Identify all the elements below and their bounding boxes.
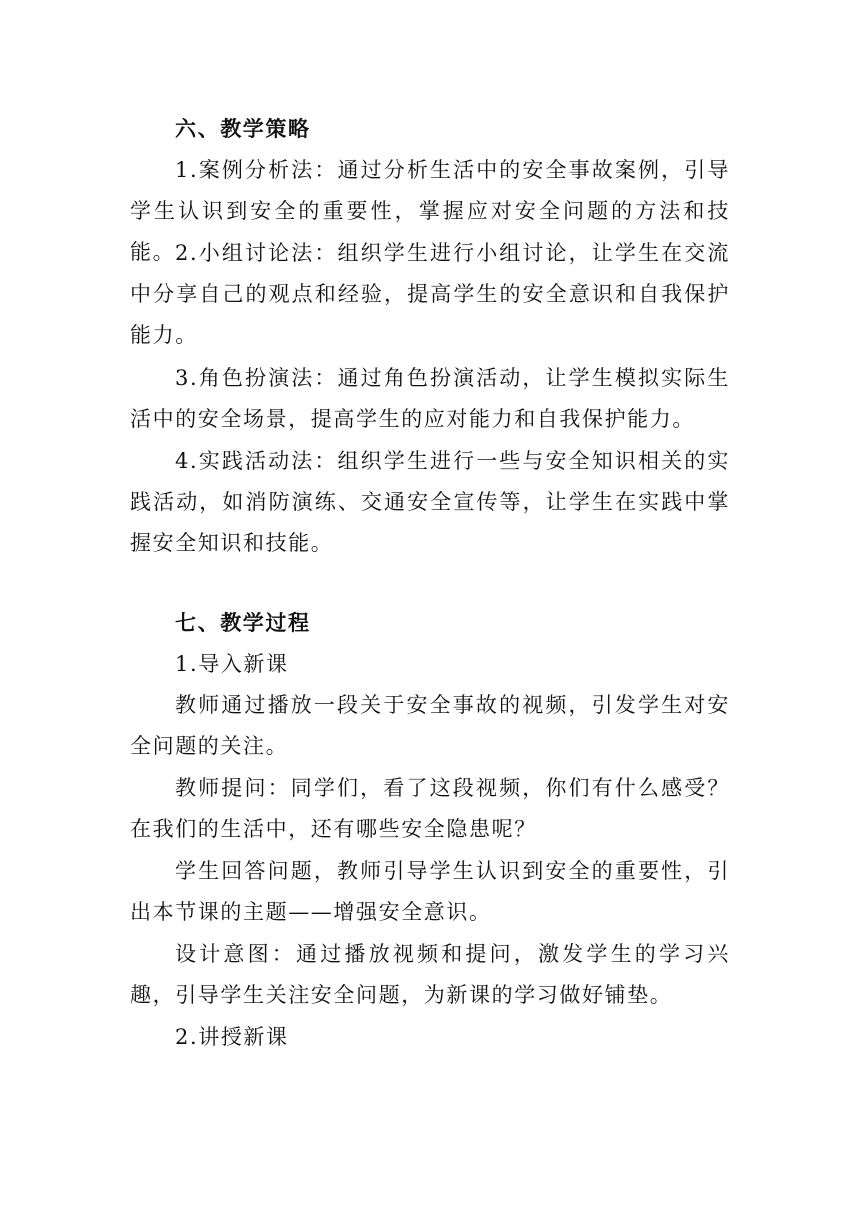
paragraph-video: 教师通过播放一段关于安全事故的视频，引发学生对安全问题的关注。 [130,693,730,758]
step-title-new-lesson: 2.讲授新课 [175,1025,289,1049]
section-heading-teaching-process: 七、教学过程 [175,610,311,635]
strategy-role-play: 3.角色扮演法：通过角色扮演活动，让学生模拟实际生活中的安全场景，提高学生的应对能力和自我保护能力。 [130,366,730,431]
paragraph-teacher-question: 教师提问：同学们，看了这段视频，你们有什么感受？在我们的生活中，还有哪些安全隐患呢？ [130,776,730,841]
step-title-intro: 1.导入新课 [175,652,289,676]
strategy-group-discussion: 2.小组讨论法：组织学生进行小组讨论，让学生在交流中分享自己的观点和经验，提高学生的安全意识和自我保护能力。 [130,241,730,347]
paragraph-student-answer: 学生回答问题，教师引导学生认识到安全的重要性，引出本节课的主题——增强安全意识。 [130,859,730,924]
strategy-practice-activity: 4.实践活动法：组织学生进行一些与安全知识相关的实践活动，如消防演练、交通安全宣传等，让学生在实践中掌握安全知识和技能。 [130,449,730,555]
strategy-case-analysis: 1.案例分析法：通过分析生活中的安全事故案例，引导学生认识到安全的重要性，掌握应对安全问题的方法和技能。 [130,158,730,264]
paragraph-design-intent: 设计意图：通过播放视频和提问，激发学生的学习兴趣，引导学生关注安全问题，为新课的学习做好铺垫。 [130,942,730,1007]
section-heading-teaching-strategy: 六、教学策略 [175,116,311,141]
